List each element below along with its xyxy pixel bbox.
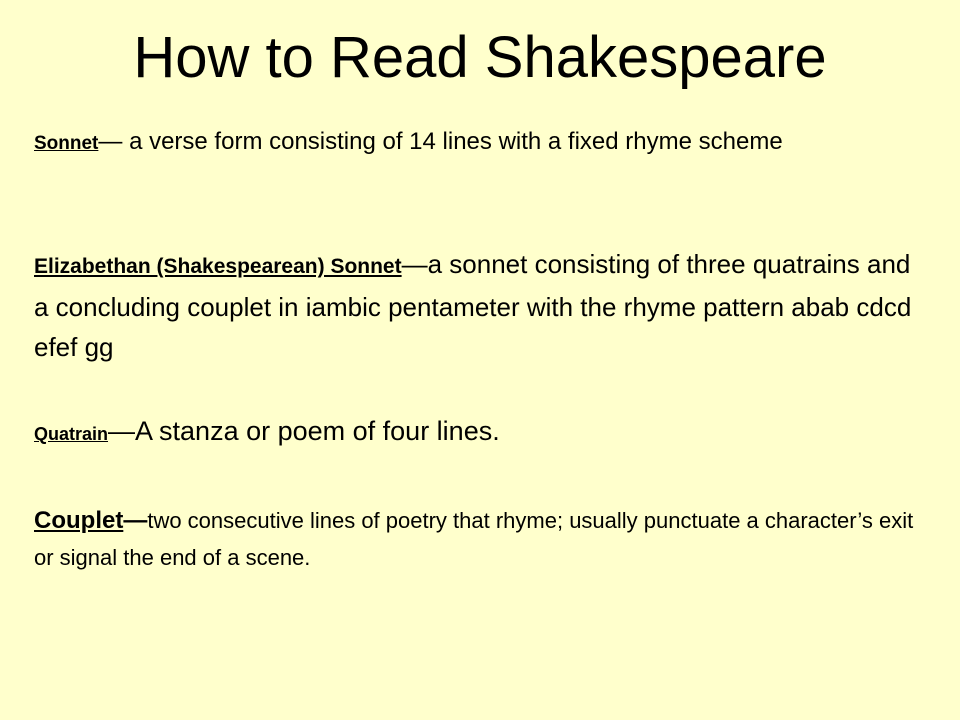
term-separator: — [108,416,136,446]
term-couplet: Couplet [34,507,124,534]
definition-sonnet: a verse form consisting of 14 lines with a fixed rhyme scheme [129,128,783,155]
term-separator: — [98,128,130,155]
definition-quatrain: A stanza or poem of four lines. [135,416,500,446]
definition-elizabethan-sonnet: a sonnet consisting of three quatrains and a concluding couplet in iambic pentameter with the rhyme pattern abab cdcd efef gg [34,249,912,362]
definition-entry-elizabethan-sonnet [34,244,924,367]
definition-entry-sonnet [34,122,924,164]
term-separator: — [401,249,428,279]
definition-entry-quatrain [34,410,924,455]
slide-title: How to Read Shakespeare [133,25,827,90]
term-separator: — [123,507,148,534]
term-quatrain: Quatrain [34,424,109,444]
definition-couplet: two consecutive lines of poetry that rhyme; usually punctuate a character’s exit or signal the end of a scene. [34,508,914,570]
definition-entry-couplet [34,502,924,576]
term-elizabethan-sonnet: Elizabethan (Shakespearean) Sonnet [34,255,402,278]
term-sonnet: Sonnet [34,133,99,154]
